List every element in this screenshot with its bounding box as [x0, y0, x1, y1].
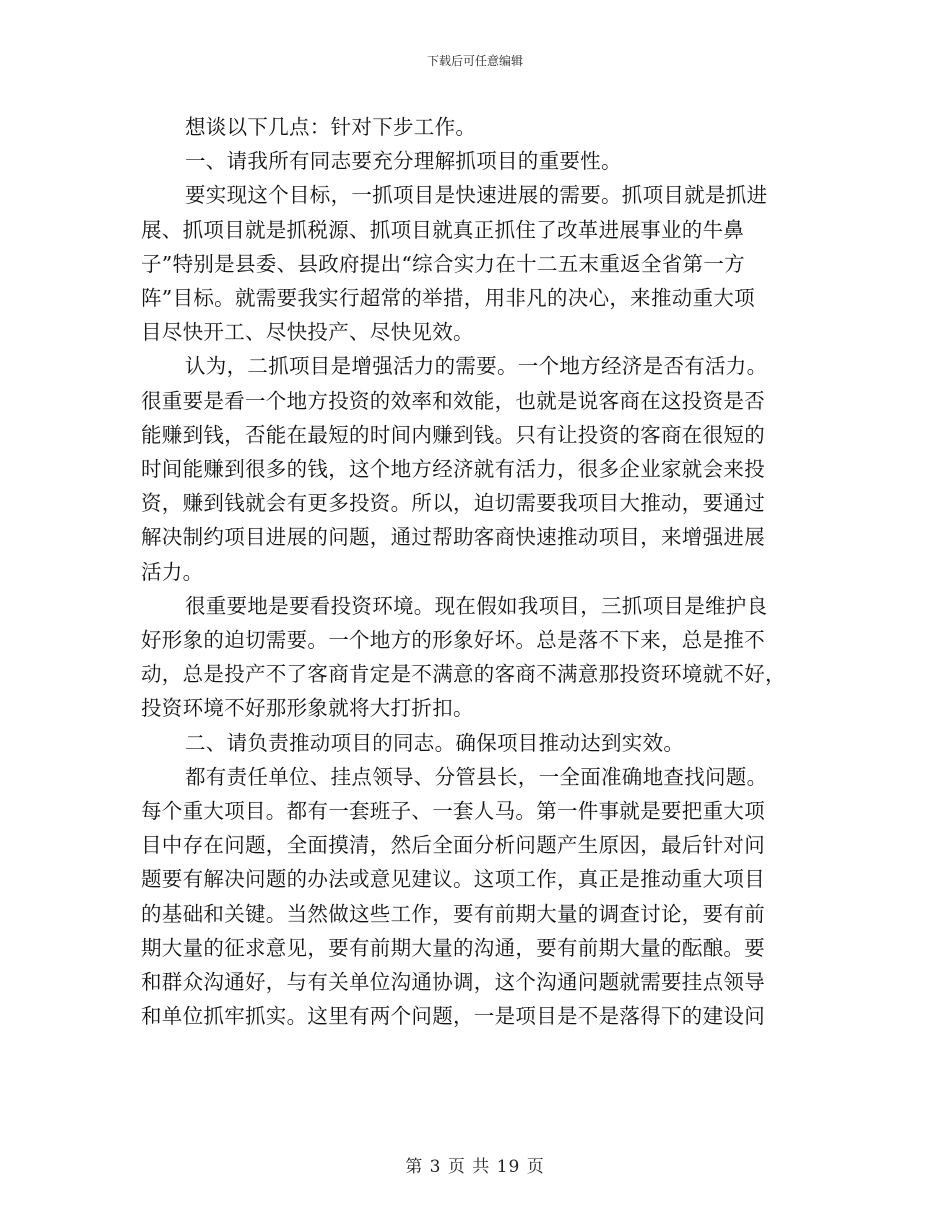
text-line: 和单位抓牢抓实。这里有两个问题，一是项目是不是落得下的建设问: [141, 1004, 765, 1029]
paragraph: [141, 726, 801, 760]
text-line: 都有责任单位、挂点领导、分管县长，一全面准确地查找问题。: [185, 764, 768, 789]
text-line: 题要有解决问题的办法或意见建议。这项工作，真正是推动重大项目: [141, 867, 765, 892]
text-line: 一、请我所有同志要充分理解抓项目的重要性。: [185, 149, 622, 174]
paragraph: [141, 589, 801, 726]
text-line: 阵”目标。就需要我实行超常的举措，用非凡的决心，来推动重大项: [141, 286, 755, 311]
text-line: 资，赚到钱就会有更多投资。所以，迫切需要我项目大推动，要通过: [141, 491, 765, 516]
text-line: 每个重大项目。都有一套班子、一套人马。第一件事就是要把重大项: [141, 799, 765, 824]
text-line: 好形象的迫切需要。一个地方的形象好坏。总是落不下来，总是推不: [141, 628, 765, 653]
text-line: 的基础和关键。当然做这些工作，要有前期大量的调查讨论，要有前: [141, 901, 765, 926]
text-line: 和群众沟通好，与有关单位沟通协调，这个沟通问题就需要挂点领导: [141, 970, 765, 995]
text-line: 展、抓项目就是抓税源、抓项目就真正抓住了改革进展事业的牛鼻: [141, 217, 745, 242]
document-body: [141, 110, 801, 1033]
text-line: 活力。: [141, 559, 204, 584]
text-line: 认为，二抓项目是增强活力的需要。一个地方经济是否有活力。: [185, 354, 768, 379]
text-line: 很重要是看一个地方投资的效率和效能，也就是说客商在这投资是否: [141, 388, 765, 413]
text-line: 二、请负责推动项目的同志。确保项目推动达到实效。: [185, 730, 685, 755]
paragraph: [141, 178, 801, 349]
text-line: 想谈以下几点：针对下步工作。: [185, 115, 477, 139]
paragraph: [141, 110, 801, 144]
text-line: 要实现这个目标，一抓项目是快速进展的需要。抓项目就是抓进: [185, 183, 768, 208]
text-line: 投资环境不好那形象就将大打折扣。: [141, 696, 474, 721]
text-line: 动，总是投产不了客商肯定是不满意的客商不满意那投资环境就不好，: [141, 662, 786, 687]
text-line: 目中存在问题，全面摸清，然后全面分析问题产生原因，最后针对问: [141, 833, 765, 858]
page-header: 下载后可任意编辑: [426, 54, 523, 68]
text-line: 能赚到钱，否能在最短的时间内赚到钱。只有让投资的客商在很短的: [141, 422, 765, 447]
page-footer: 第 3 页 共 19 页: [405, 1157, 545, 1177]
text-line: 很重要地是要看投资环境。现在假如我项目，三抓项目是维护良: [185, 593, 768, 618]
text-line: 目尽快开工、尽快投产、尽快见效。: [141, 320, 474, 345]
text-line: 时间能赚到很多的钱，这个地方经济就有活力，很多企业家就会来投: [141, 457, 765, 482]
text-line: 期大量的征求意见，要有前期大量的沟通，要有前期大量的酝酿。要: [141, 935, 765, 960]
paragraph: [141, 760, 801, 1034]
text-line: 解决制约项目进展的问题，通过帮助客商快速推动项目，来增强进展: [141, 525, 765, 550]
paragraph: [141, 144, 801, 178]
text-line: 子”特别是县委、县政府提出“综合实力在十二五末重返全省第一方: [141, 251, 745, 276]
paragraph: [141, 349, 801, 588]
